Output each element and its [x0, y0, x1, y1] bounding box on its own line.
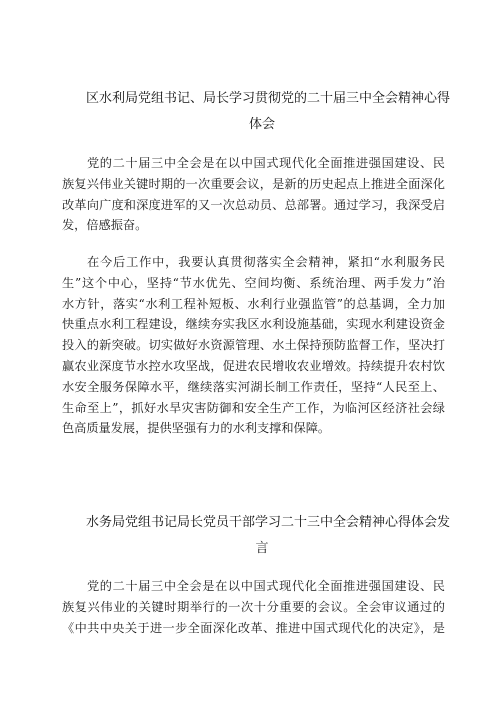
- title-line: 体会: [248, 117, 275, 132]
- text-line: 发，倍感振奋。: [62, 218, 148, 233]
- text-line: 色高质量发展，提供坚强有力的水利支撑和保障。: [62, 421, 331, 436]
- text-line: 生命至上”，抓好水旱灾害防御和安全生产工作，为临河区经济社会绿: [62, 400, 445, 415]
- paragraph-3: [62, 576, 445, 638]
- article-title-2: [86, 510, 451, 562]
- text-line: 党的二十届三中全会是在以中国式现代化全面推进强国建设、民: [87, 156, 445, 170]
- title-line: 言: [255, 541, 269, 556]
- text-line: 党的二十届三中全会是在以中国式现代化全面推进强国建设、民: [87, 579, 445, 593]
- text-line: 改革向广度和深度进军的又一次总动员、总部署。通过学习，我深受启: [62, 197, 445, 212]
- paragraph-2: [62, 252, 445, 439]
- text-line: 《中共中央关于进一步全面深化改革、推进中国式现代化的决定》，是: [62, 620, 445, 635]
- paragraph-1: [62, 153, 445, 236]
- text-line: 水安全服务保障水平，继续落实河湖长制工作责任，坚持“人民至上、: [62, 379, 445, 394]
- text-line: 水方针，落实“水利工程补短板、水利行业强监管”的总基调，全力加: [62, 296, 445, 311]
- text-line: 生”这个中心，坚持“节水优先、空间均衡、系统治理、两手发力”治: [62, 275, 445, 290]
- title-line: 区水利局党组书记、局长学习贯彻党的二十届三中全会精神心得: [86, 91, 451, 106]
- title-line: 水务局党组书记局长党员干部学习二十三中全会精神心得体会发: [86, 515, 451, 530]
- text-line: 在今后工作中，我要认真贯彻落实全会精神，紧扣“水利服务民: [87, 255, 445, 269]
- text-line: 赢农业深度节水控水攻坚战，促进农民增收农业增效。持续提升农村饮: [62, 358, 445, 373]
- text-line: 快重点水利工程建设，继续夯实我区水利设施基础，实现水利建设资金: [62, 317, 445, 332]
- text-line: 族复兴伟业的关键时期举行的一次十分重要的会议。全会审议通过的: [62, 599, 445, 614]
- article-title-1: [86, 86, 451, 138]
- text-line: 族复兴伟业关键时期的一次重要会议，是新的历史起点上推进全面深化: [62, 176, 445, 191]
- text-line: 投入的新突破。切实做好水资源管理、水土保持预防监督工作，坚决打: [62, 338, 445, 353]
